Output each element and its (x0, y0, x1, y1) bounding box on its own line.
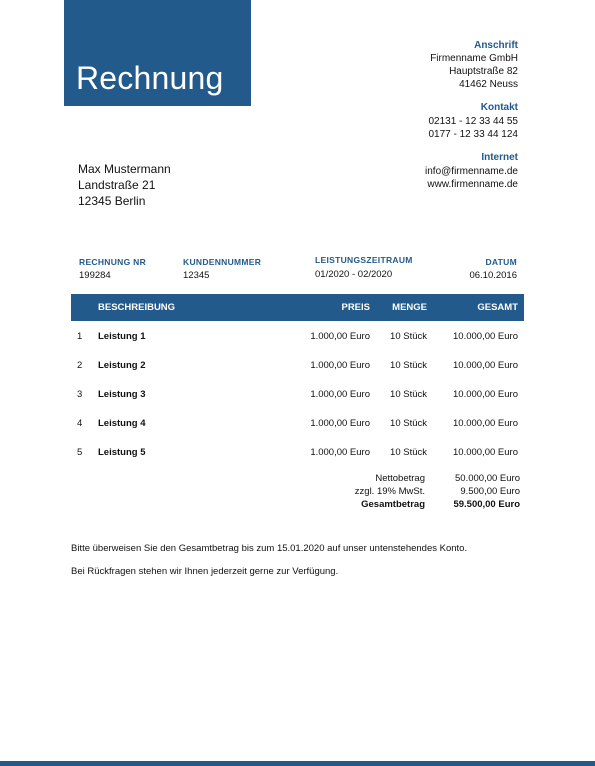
internet-heading: Internet (481, 152, 518, 163)
net-label: Nettobetrag (375, 473, 425, 484)
invoice-number-block (79, 257, 146, 281)
service-period: 01/2020 - 02/2020 (315, 269, 393, 280)
header-total: GESAMT (477, 302, 518, 313)
footer-bar (0, 761, 595, 766)
date-label: DATUM (485, 257, 517, 267)
table-row (71, 389, 524, 403)
date-block (469, 257, 517, 281)
row-description: Leistung 5 (98, 447, 146, 458)
row-number: 3 (77, 389, 83, 400)
recipient-name: Max Mustermann (78, 162, 171, 176)
service-period-block (315, 255, 413, 280)
customer-number: 12345 (183, 270, 210, 281)
row-quantity: 10 Stück (390, 331, 427, 342)
row-number: 2 (77, 360, 83, 371)
vat-label: zzgl. 19% MwSt. (354, 486, 425, 497)
service-period-label: LEISTUNGSZEITRAUM (315, 255, 413, 265)
row-total: 10.000,00 Euro (453, 447, 518, 458)
document-title: Rechnung (76, 60, 224, 96)
row-description: Leistung 3 (98, 389, 146, 400)
sender-website: www.firmenname.de (427, 179, 518, 190)
table-row (71, 331, 524, 345)
sender-address (318, 39, 518, 91)
vat-amount: 9.500,00 Euro (460, 486, 520, 497)
sender-company: Firmenname GmbH (430, 53, 518, 64)
table-header (71, 294, 524, 321)
recipient-city: 12345 Berlin (78, 194, 146, 208)
recipient-address (78, 161, 171, 209)
row-price: 1.000,00 Euro (310, 447, 370, 458)
row-price: 1.000,00 Euro (310, 389, 370, 400)
row-description: Leistung 1 (98, 331, 146, 342)
row-total: 10.000,00 Euro (453, 331, 518, 342)
row-quantity: 10 Stück (390, 418, 427, 429)
row-price: 1.000,00 Euro (310, 418, 370, 429)
payment-note: Bitte überweisen Sie den Gesamtbetrag bis zum 15.01.2020 auf unser untenstehendes Konto. (71, 543, 468, 554)
row-quantity: 10 Stück (390, 360, 427, 371)
sender-contact (318, 101, 518, 141)
row-number: 1 (77, 331, 83, 342)
row-total: 10.000,00 Euro (453, 418, 518, 429)
invoice-number: 199284 (79, 270, 111, 281)
gross-label: Gesamtbetrag (361, 499, 425, 510)
net-amount: 50.000,00 Euro (455, 473, 520, 484)
row-description: Leistung 4 (98, 418, 146, 429)
contact-heading: Kontakt (480, 102, 518, 113)
address-heading: Anschrift (474, 40, 518, 51)
gross-amount: 59.500,00 Euro (453, 499, 520, 510)
row-total: 10.000,00 Euro (453, 360, 518, 371)
questions-note: Bei Rückfragen stehen wir Ihnen jederzeit gerne zur Verfügung. (71, 566, 339, 577)
title-banner (64, 0, 251, 106)
invoice-date: 06.10.2016 (469, 270, 517, 281)
sender-internet (318, 151, 518, 191)
header-quantity: MENGE (392, 302, 427, 313)
row-price: 1.000,00 Euro (310, 331, 370, 342)
row-price: 1.000,00 Euro (310, 360, 370, 371)
invoice-number-label: RECHNUNG NR (79, 257, 147, 267)
sender-email: info@firmenname.de (425, 166, 518, 177)
sender-phone: 02131 - 12 33 44 55 (428, 116, 518, 127)
recipient-street: Landstraße 21 (78, 178, 156, 192)
row-number: 4 (77, 418, 83, 429)
table-row (71, 447, 524, 461)
row-quantity: 10 Stück (390, 389, 427, 400)
header-description: BESCHREIBUNG (98, 302, 176, 313)
row-number: 5 (77, 447, 83, 458)
sender-mobile: 0177 - 12 33 44 124 (428, 129, 518, 140)
customer-number-block (183, 257, 261, 281)
row-total: 10.000,00 Euro (453, 389, 518, 400)
table-row (71, 418, 524, 432)
table-row (71, 360, 524, 374)
row-description: Leistung 2 (98, 360, 146, 371)
customer-number-label: KUNDENNUMMER (183, 257, 262, 267)
sender-street: Hauptstraße 82 (449, 66, 518, 77)
sender-city: 41462 Neuss (459, 79, 518, 90)
header-price: PREIS (341, 302, 370, 313)
row-quantity: 10 Stück (390, 447, 427, 458)
